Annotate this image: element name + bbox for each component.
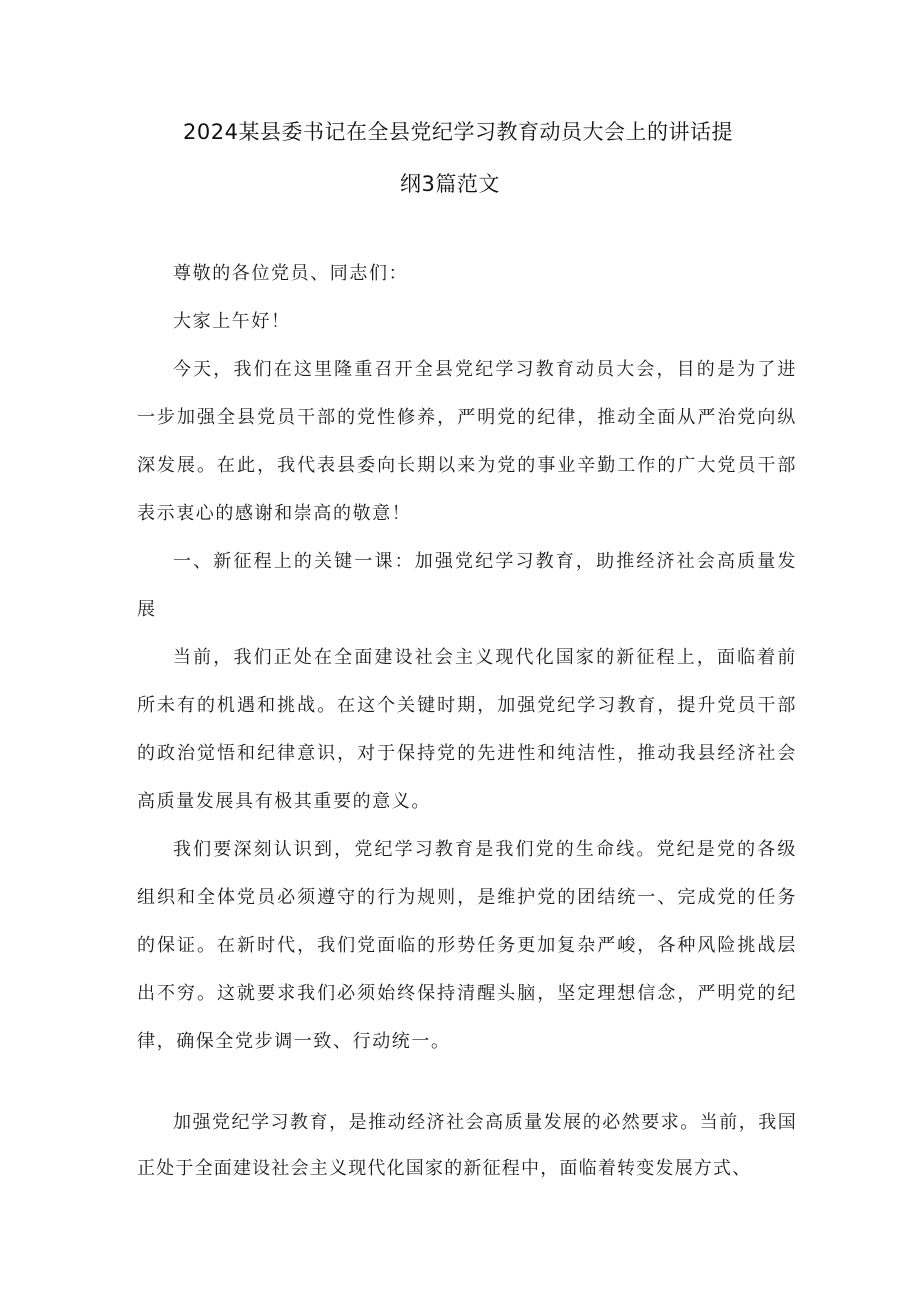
body-paragraph: 今天，我们在这里隆重召开全县党纪学习教育动员大会，目的是为了进一步加强全县党员干部的党性修养，严明党的纪律，推动全面从严治党向纵深发展。在此，我代表县委向长期以来为党的事业辛勤工作的广大党员干部表示衷心的感谢和崇高的敬意！ <box>137 359 797 524</box>
body-paragraph: 加强党纪学习教育，是推动经济社会高质量发展的必然要求。当前，我国正处于全面建设社会主义现代化国家的新征程中，面临着转变发展方式、 <box>137 1112 797 1179</box>
salutation: 尊敬的各位党员、同志们： <box>173 263 409 284</box>
body-paragraph: 当前，我们正处在全面建设社会主义现代化国家的新征程上，面临着前所未有的机遇和挑战。在这个关键时期，加强党纪学习教育，提升党员干部的政治觉悟和纪律意识，对于保持党的先进性和纯洁性，推动我县经济社会高质量发展具有极其重要的意义。 <box>137 647 797 812</box>
section-heading: 一、新征程上的关键一课：加强党纪学习教育，助推经济社会高质量发展 <box>137 551 797 620</box>
document-body <box>137 250 797 1066</box>
document-title-line-2: 纲3篇范文 <box>400 172 500 196</box>
document-body-continued <box>137 1100 797 1192</box>
greeting: 大家上午好！ <box>173 311 291 332</box>
body-paragraph: 我们要深刻认识到，党纪学习教育是我们党的生命线。党纪是党的各级组织和全体党员必须遵守的行为规则，是维护党的团结统一、完成党的任务的保证。在新时代，我们党面临的形势任务更加复杂严峻，各种风险挑战层出不穷。这就要求我们必须始终保持清醒头脑，坚定理想信念，严明党的纪律，确保全党步调一致、行动统一。 <box>137 839 797 1052</box>
document-title-line-1: 2024某县委书记在全县党纪学习教育动员大会上的讲话提 <box>183 120 733 144</box>
